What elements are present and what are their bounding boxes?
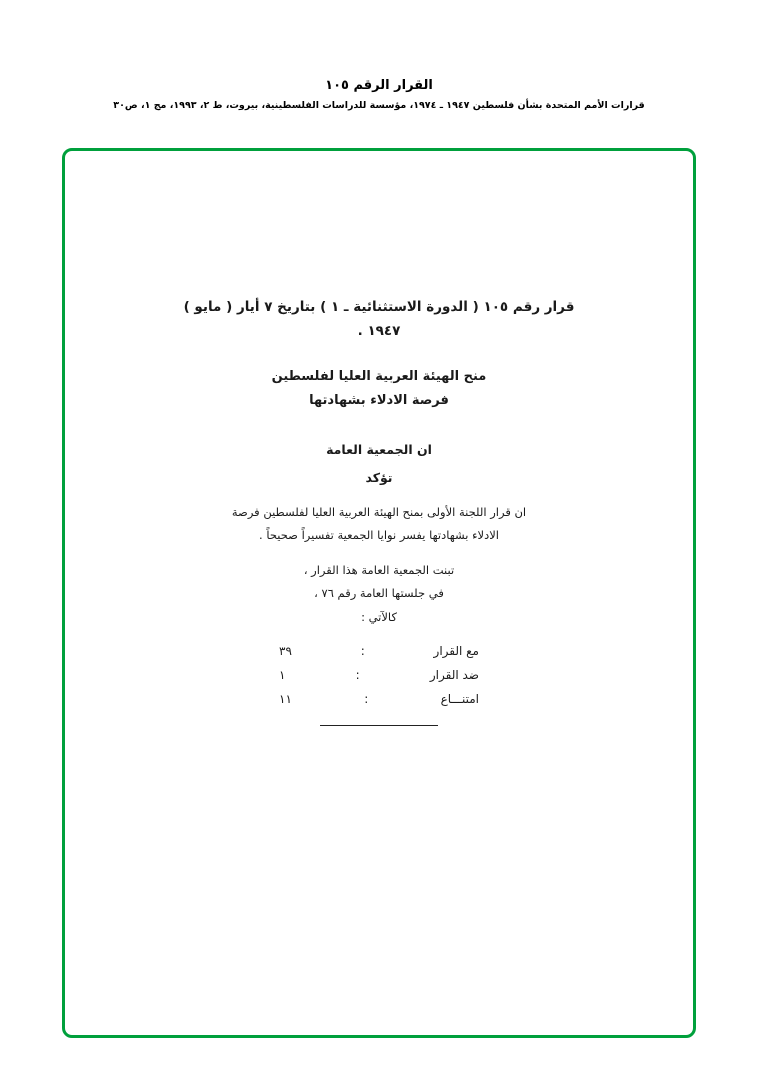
vote-value: ١١ bbox=[279, 692, 292, 707]
page-title: القرار الرقم ١٠٥ bbox=[325, 78, 433, 93]
adoption-note-line-1: تبنت الجمعية العامة هذا القرار ، bbox=[303, 562, 455, 577]
scan-frame bbox=[62, 148, 696, 1038]
adoption-note bbox=[179, 559, 579, 630]
vote-separator: : bbox=[364, 692, 369, 707]
adoption-note-line-2: في جلستها العامة رقم ٧٦ ، bbox=[314, 586, 444, 601]
vote-label: امتنـــاع bbox=[440, 692, 479, 707]
resolution-subject bbox=[65, 365, 693, 412]
operative-paragraph bbox=[179, 501, 579, 547]
affirms-line: تؤكد bbox=[365, 470, 393, 486]
resolution-subject-line-1: منح الهيئة العربية العليا لفلسطين bbox=[271, 369, 487, 385]
vote-row bbox=[279, 687, 479, 711]
source-citation: قرارات الأمم المتحدة بشأن فلسطين ١٩٤٧ ـ ١٩٧٤، مؤسسة للدراسات الفلسطينية، بيروت، ط ٢، ١٩٩٣، مج ١، ص٣٠ bbox=[113, 100, 645, 111]
vote-value: ١ bbox=[279, 668, 286, 683]
scanned-document-text bbox=[65, 296, 693, 726]
adoption-note-line-3: كالآتي : bbox=[361, 609, 397, 624]
vote-row bbox=[279, 639, 479, 663]
vote-tally bbox=[279, 639, 479, 711]
resolution-subject-line-2: فرصة الادلاء بشهادتها bbox=[309, 392, 449, 408]
vote-separator: : bbox=[360, 644, 365, 659]
vote-row bbox=[279, 663, 479, 687]
operative-paragraph-line-1: ان قرار اللجنة الأولى بمنح الهيئة العربية العليا لفلسطين فرصة bbox=[231, 504, 527, 519]
operative-paragraph-line-2: الادلاء بشهادتها يفسر نوايا الجمعية تفسيراً صحيحاً . bbox=[259, 527, 499, 542]
vote-label: ضد القرار bbox=[429, 668, 479, 683]
resolution-title-line-1: قرار رقم ١٠٥ ( الدورة الاستثنائية ـ ١ ) بتاريخ ٧ أيار ( مايو ) bbox=[183, 299, 575, 315]
vote-label: مع القرار bbox=[433, 644, 479, 659]
resolution-body bbox=[179, 438, 579, 726]
page-header bbox=[0, 78, 758, 111]
assembly-line: ان الجمعية العامة bbox=[326, 442, 432, 458]
vote-separator: : bbox=[355, 668, 360, 683]
vote-value: ٣٩ bbox=[279, 644, 292, 659]
resolution-title-line-2: ١٩٤٧ . bbox=[357, 322, 401, 339]
resolution-title bbox=[164, 296, 594, 343]
end-rule bbox=[320, 725, 438, 726]
